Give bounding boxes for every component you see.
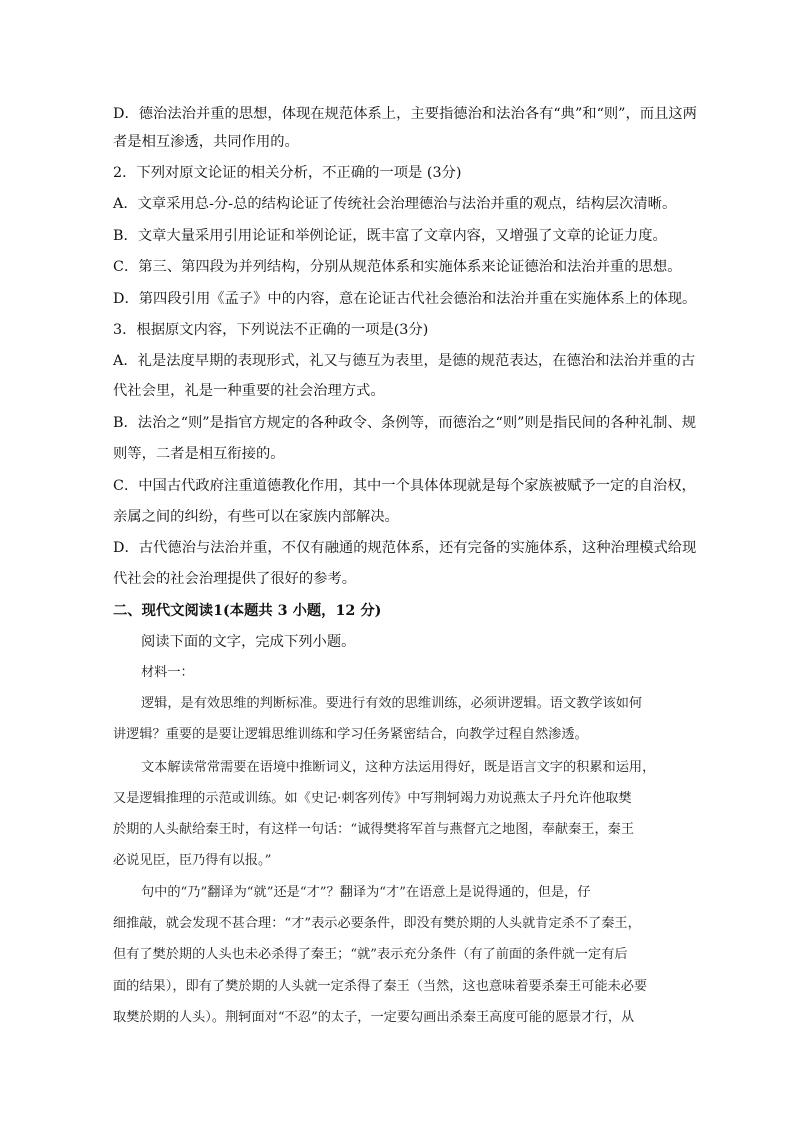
material-paragraph-2-line-1: 文本解读常常需要在语境中推断词义，这种方法运用得好，既是语言文字的积累和运用， — [141, 760, 656, 775]
reading-instruction: 阅读下面的文字，完成下列小题。 — [141, 634, 356, 650]
q3-option-c-line-2: 亲属之间的纠纷，有些可以在家族内部解决。 — [113, 509, 399, 525]
material-paragraph-2-line-3: 於期的人头献给秦王时，有这样一句话：“诚得樊将军首与燕督亢之地图，奉献秦王，秦王 — [113, 822, 635, 837]
material-paragraph-1-line-1: 逻辑，是有效思维的判断标准。要进行有效的思维训练，必须讲逻辑。语文教学该如何 — [141, 696, 643, 711]
material-paragraph-1-line-2: 讲逻辑？重要的是要让逻辑思维训练和学习任务紧密结合，向教学过程自然渗透。 — [113, 727, 588, 742]
material-one-label: 材料一： — [141, 665, 194, 680]
question-3: 3．根据原文内容，下列说法不正确的一项是(3分) — [113, 322, 429, 338]
q2-option-d: D．第四段引用《孟子》中的内容，意在论证古代社会德治和法治并重在实施体系上的体现。 — [113, 291, 697, 307]
material-paragraph-3-line-4: 面的结果），即有了樊於期的人头就一定杀得了秦王（当然，这也意味着要杀秦王可能未必要 — [113, 979, 648, 994]
question-2: 2．下列对原文论证的相关分析，不正确的一项是 (3分) — [113, 165, 462, 181]
section-heading: 二、现代文阅读1(本题共 3 小题，12 分) — [113, 603, 382, 619]
q3-option-d-line-1: D．古代德治与法治并重，不仅有融通的规范体系，还有完备的实施体系，这种治理模式给现 — [113, 540, 697, 556]
q2-option-a: A．文章采用总-分-总的结构论证了传统社会治理德治与法治并重的观点，结构层次清晰。 — [113, 196, 677, 212]
option-d-line-2: 者是相互渗透，共同作用的。 — [113, 134, 299, 150]
q3-option-d-line-2: 代社会的社会治理提供了很好的参考。 — [113, 571, 357, 587]
material-paragraph-3-line-2: 细推敲，就会发现不甚合理：“才”表示必要条件，即没有樊於期的人头就肯定杀不了秦王， — [113, 916, 641, 931]
material-paragraph-2-line-4: 必说见臣，臣乃得有以报。” — [113, 853, 272, 868]
q2-option-c: C．第三、第四段为并列结构，分别从规范体系和实施体系来论证德治和法治并重的思想。 — [113, 259, 682, 275]
q3-option-a-line-2: 代社会里，礼是一种重要的社会治理方式。 — [113, 383, 385, 399]
q3-option-b-line-2: 则等，二者是相互衔接的。 — [113, 446, 285, 462]
q3-option-c-line-1: C．中国古代政府注重道德教化作用，其中一个具体体现就是每个家族被赋予一定的自治权， — [113, 478, 696, 494]
q2-option-b: B．文章大量采用引用论证和举例论证，既丰富了文章内容，又增强了文章的论证力度。 — [113, 228, 667, 244]
option-d-line-1: D．德治法治并重的思想，体现在规范体系上，主要指德治和法治各有“典”和“则”，而且这两 — [113, 106, 697, 122]
material-paragraph-3-line-1: 句中的“乃”翻译为“就”还是“才”？翻译为“才”在语意上是说得通的，但是，仔 — [141, 885, 591, 900]
material-paragraph-2-line-2: 又是逻辑推理的示范或训练。如《史记·刺客列传》中写荆轲竭力劝说燕太子丹允许他取樊 — [113, 791, 632, 806]
q3-option-b-line-1: B．法治之“则”是指官方规定的各种政令、条例等，而德治之“则”则是指民间的各种礼制、规 — [113, 415, 697, 431]
q3-option-a-line-1: A．礼是法度早期的表现形式，礼又与德互为表里，是德的规范表达，在德治和法治并重的古 — [113, 353, 696, 369]
material-paragraph-3-line-3: 但有了樊於期的人头也未必杀得了秦王；“就”表示充分条件（有了前面的条件就一定有后 — [113, 947, 628, 962]
material-paragraph-3-line-5: 取樊於期的人头）。荆轲面对“不忍”的太子，一定要勾画出杀秦王高度可能的愿景才行，从 — [113, 1010, 635, 1025]
